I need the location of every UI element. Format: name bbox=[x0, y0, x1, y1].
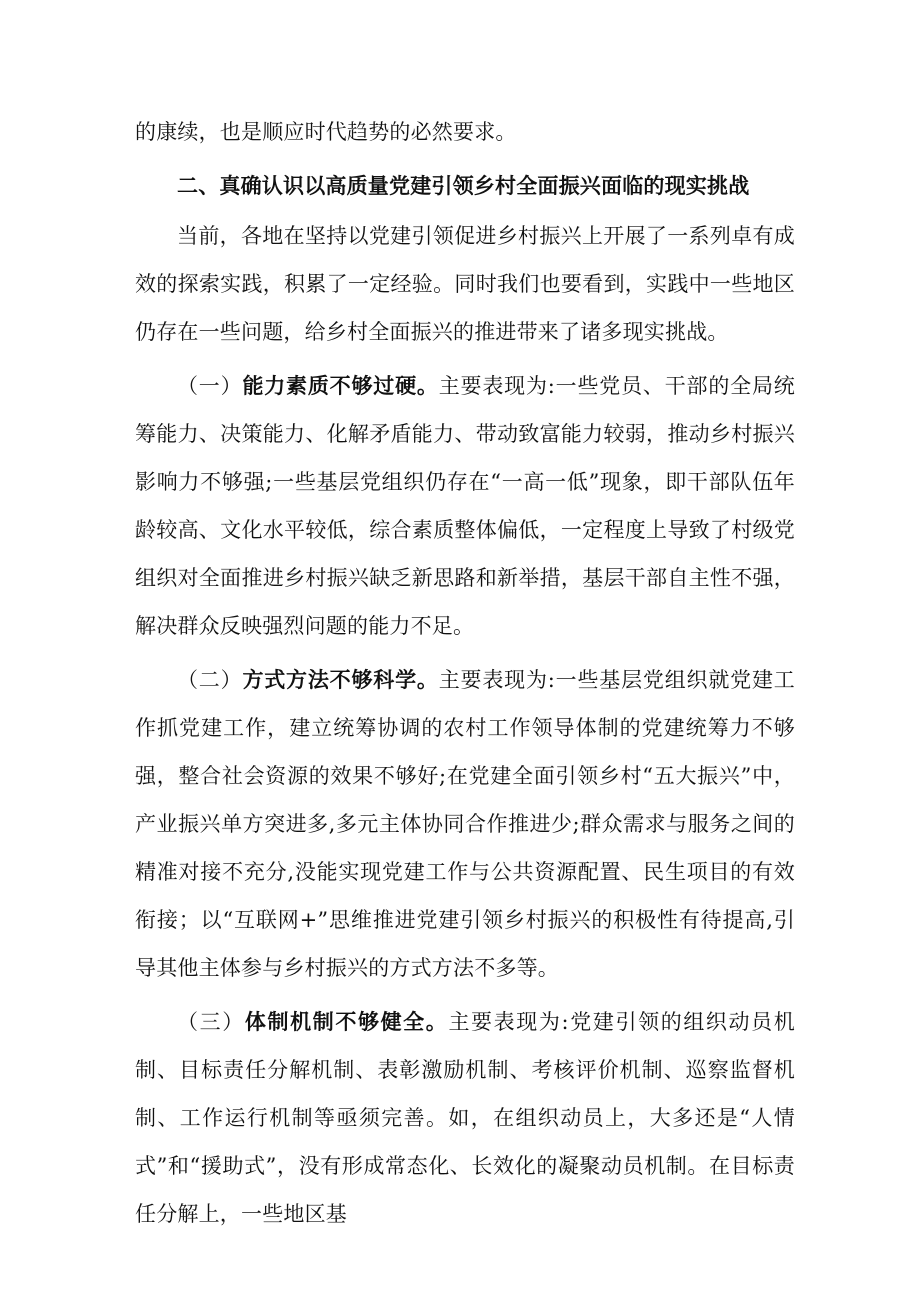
section-1-title: 能力素质不够过硬。 bbox=[242, 374, 439, 398]
document-page bbox=[135, 108, 795, 1244]
section-2-title: 方式方法不够科学。 bbox=[242, 668, 439, 692]
section-2-body: 主要表现为:一些基层党组织就党建工作抓党建工作，建立统筹协调的农村工作领导体制的党建统筹力不够强，整合社会资源的效果不够好;在党建全面引领乡村“五大振兴”中，产业振兴单方突进多,多元主体协同合作推进少;群众需求与服务之间的精准对接不充分,没能实现党建工作与公共资源配置、民生项目的有效衔接；以“互联网+”思维推进党建引领乡村振兴的积极性有待提高,引导其他主体参与乡村振兴的方式方法不多等。 bbox=[135, 668, 795, 980]
section-heading: 二、真确认识以高质量党建引领乡村全面振兴面临的现实挑战 bbox=[177, 174, 750, 198]
section-1-number: （一） bbox=[177, 374, 243, 398]
paragraph-section-2 bbox=[135, 656, 795, 992]
paragraph-continuation: 的康续，也是顺应时代趋势的必然要求。 bbox=[135, 120, 517, 144]
paragraph-section-3 bbox=[135, 998, 795, 1238]
section-3-body: 主要表现为:党建引领的组织动员机制、目标责任分解机制、表彰激励机制、考核评价机制、巡察监督机制、工作运行机制等亟须完善。如，在组织动员上，大多还是“人情式”和“援助式”，没有形成常态化、长效化的凝聚动员机制。在目标责任分解上，一些地区基 bbox=[135, 1010, 795, 1226]
paragraph-section-1 bbox=[135, 362, 795, 650]
section-3-number: （三） bbox=[177, 1010, 245, 1034]
section-2-number: （二） bbox=[177, 668, 243, 692]
paragraph-intro: 当前，各地在坚持以党建引领促进乡村振兴上开展了一系列卓有成效的探索实践，积累了一定经验。同时我们也要看到，实践中一些地区仍存在一些问题，给乡村全面振兴的推进带来了诸多现实挑战。 bbox=[135, 224, 795, 344]
section-1-body: 主要表现为:一些党员、干部的全局统筹能力、决策能力、化解矛盾能力、带动致富能力较弱，推动乡村振兴影响力不够强;一些基层党组织仍存在“一高一低”现象，即干部队伍年龄较高、文化水平较低，综合素质整体偏低，一定程度上导致了村级党组织对全面推进乡村振兴缺乏新思路和新举措，基层干部自主性不强，解决群众反映强烈问题的能力不足。 bbox=[135, 374, 795, 638]
section-3-title: 体制机制不够健全。 bbox=[244, 1010, 449, 1034]
